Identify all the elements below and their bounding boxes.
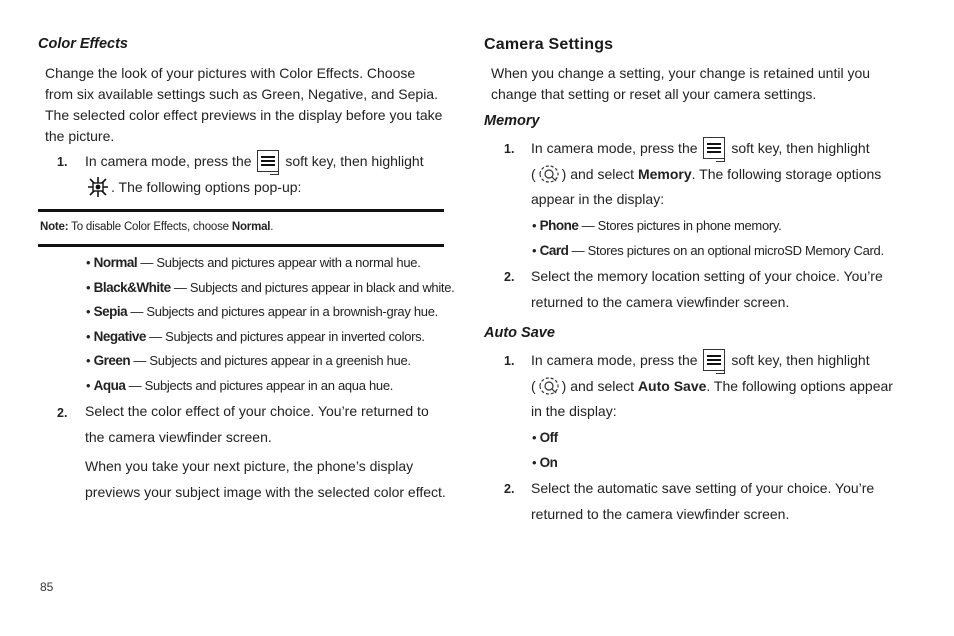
bullet-dot: • [532, 455, 540, 470]
menu-softkey-icon [257, 150, 279, 172]
bullet-label: Green [93, 353, 131, 369]
auto-save-step1: In camera mode, press the soft key, then highlight ( ) and select Auto Save. The following options appear in the display: [531, 348, 911, 425]
bullet-item [86, 378, 393, 393]
bullet-item [86, 280, 454, 295]
bullet-item [532, 243, 884, 258]
step-number: 1. [57, 155, 68, 169]
bullet-dot: • [532, 430, 540, 445]
bullet-label: Card [539, 243, 569, 258]
note-bold: Normal [231, 221, 271, 233]
para-text: When you change a setting, your change is retained until you [491, 65, 871, 81]
bullet-label: Negative [93, 328, 146, 344]
step-text: returned to the camera viewfinder screen. [531, 293, 790, 310]
step-text: In camera mode, press the [531, 140, 698, 156]
section-heading-color-effects: Color Effects [38, 36, 128, 52]
subheading-memory: Memory [484, 113, 540, 129]
color-effects-icon [85, 175, 111, 199]
page-number: 85 [40, 580, 54, 594]
step-text: ) and select [561, 377, 638, 394]
step-number: 2. [504, 482, 515, 496]
note-box [38, 209, 444, 247]
menu-softkey-icon [703, 349, 725, 371]
bullet-item [86, 304, 438, 319]
step-text: Select the automatic save setting of your choice. You’re [531, 480, 875, 496]
step-text: . The following storage options [691, 165, 882, 182]
bullet-item [532, 218, 781, 233]
bullet-item [86, 255, 421, 270]
bullet-text: — Subjects and pictures appear with a normal hue. [137, 255, 421, 270]
bullet-label: On [539, 455, 558, 470]
camera-settings-icon [536, 163, 562, 185]
bullet-item [86, 329, 425, 344]
bullet-text: — Subjects and pictures appear in a greenish hue. [130, 353, 411, 369]
bullet-item [532, 430, 558, 445]
step-number: 2. [504, 270, 515, 284]
step-number: 1. [504, 354, 515, 368]
bullet-dot: • [532, 218, 540, 233]
bullet-label: Sepia [93, 304, 128, 320]
step-text: In camera mode, press the [531, 352, 698, 368]
bullet-text: — Stores pictures on an optional microSD Memory Card. [568, 243, 884, 258]
note-end: . [270, 221, 274, 233]
color-effects-step1 [85, 149, 445, 200]
step-text: returned to the camera viewfinder screen. [531, 505, 790, 522]
bullet-text: — Subjects and pictures appear in black and white. [170, 279, 455, 295]
bullet-text: — Subjects and pictures appear in an aqua hue. [125, 378, 394, 393]
color-effects-after-text [85, 454, 450, 505]
bullet-label: Aqua [93, 378, 126, 393]
color-effects-step2 [85, 399, 450, 450]
menu-softkey-icon [703, 137, 725, 159]
step-text: soft key, then highlight [731, 140, 870, 156]
step-bold: Auto Save [637, 377, 707, 394]
para-text: When you take your next picture, the phone’s display [85, 458, 414, 474]
step-bold: Memory [637, 165, 692, 182]
step-text: ) and select [561, 165, 638, 182]
bullet-dot: • [86, 255, 94, 270]
step-text: soft key, then highlight [285, 153, 424, 169]
memory-step1: In camera mode, press the soft key, then highlight ( ) and select Memory. The following storage options appear in the display: [531, 136, 906, 213]
note-label: Note: [40, 221, 69, 233]
bullet-dot: • [532, 243, 540, 258]
step-text: . The following options pop-up: [111, 178, 302, 195]
step-text: in the display: [531, 403, 617, 419]
note-body: To disable Color Effects, choose [68, 221, 232, 233]
bullet-dot: • [86, 378, 94, 393]
section-heading-camera-settings: Camera Settings [484, 36, 614, 53]
step-text: the camera viewfinder screen. [85, 428, 272, 445]
memory-step2 [531, 264, 906, 315]
bullet-label: Black&White [93, 279, 171, 295]
bullet-dot: • [86, 304, 94, 320]
para-text: change that setting or reset all your camera settings. [491, 86, 817, 102]
camera-settings-intro [491, 63, 901, 105]
step-number: 1. [504, 142, 515, 156]
step-text: appear in the display: [531, 191, 665, 207]
step-text: In camera mode, press the [85, 153, 252, 169]
step-text: Select the color effect of your choice. You’re returned to [85, 403, 429, 419]
bullet-item [532, 455, 557, 470]
camera-settings-icon [536, 375, 562, 397]
bullet-text: — Subjects and pictures appear in a brownish-gray hue. [127, 304, 438, 320]
bullet-text: — Stores pictures in phone memory. [578, 218, 782, 233]
step-text: . The following options appear [706, 377, 893, 394]
bullet-label: Phone [539, 218, 579, 233]
step-text: Select the memory location setting of your choice. You’re [531, 268, 883, 284]
note-text [40, 221, 273, 233]
subheading-auto-save: Auto Save [484, 325, 555, 341]
bullet-dot: • [86, 328, 94, 344]
para-text: previews your subject image with the selected color effect. [85, 483, 446, 500]
bullet-dot: • [86, 279, 94, 295]
bullet-dot: • [86, 353, 94, 369]
bullet-item [86, 353, 411, 368]
step-number: 2. [57, 406, 68, 420]
step-text: soft key, then highlight [731, 352, 870, 368]
bullet-label: Normal [93, 255, 138, 270]
bullet-label: Off [539, 430, 558, 445]
auto-save-step2 [531, 476, 906, 527]
bullet-text: — Subjects and pictures appear in inverted colors. [145, 328, 425, 344]
color-effects-intro: Change the look of your pictures with Color Effects. Choose from six available settings such as Green, Negative, and Sepia. The selected color effect previews in the display before you take the picture. [45, 65, 443, 144]
